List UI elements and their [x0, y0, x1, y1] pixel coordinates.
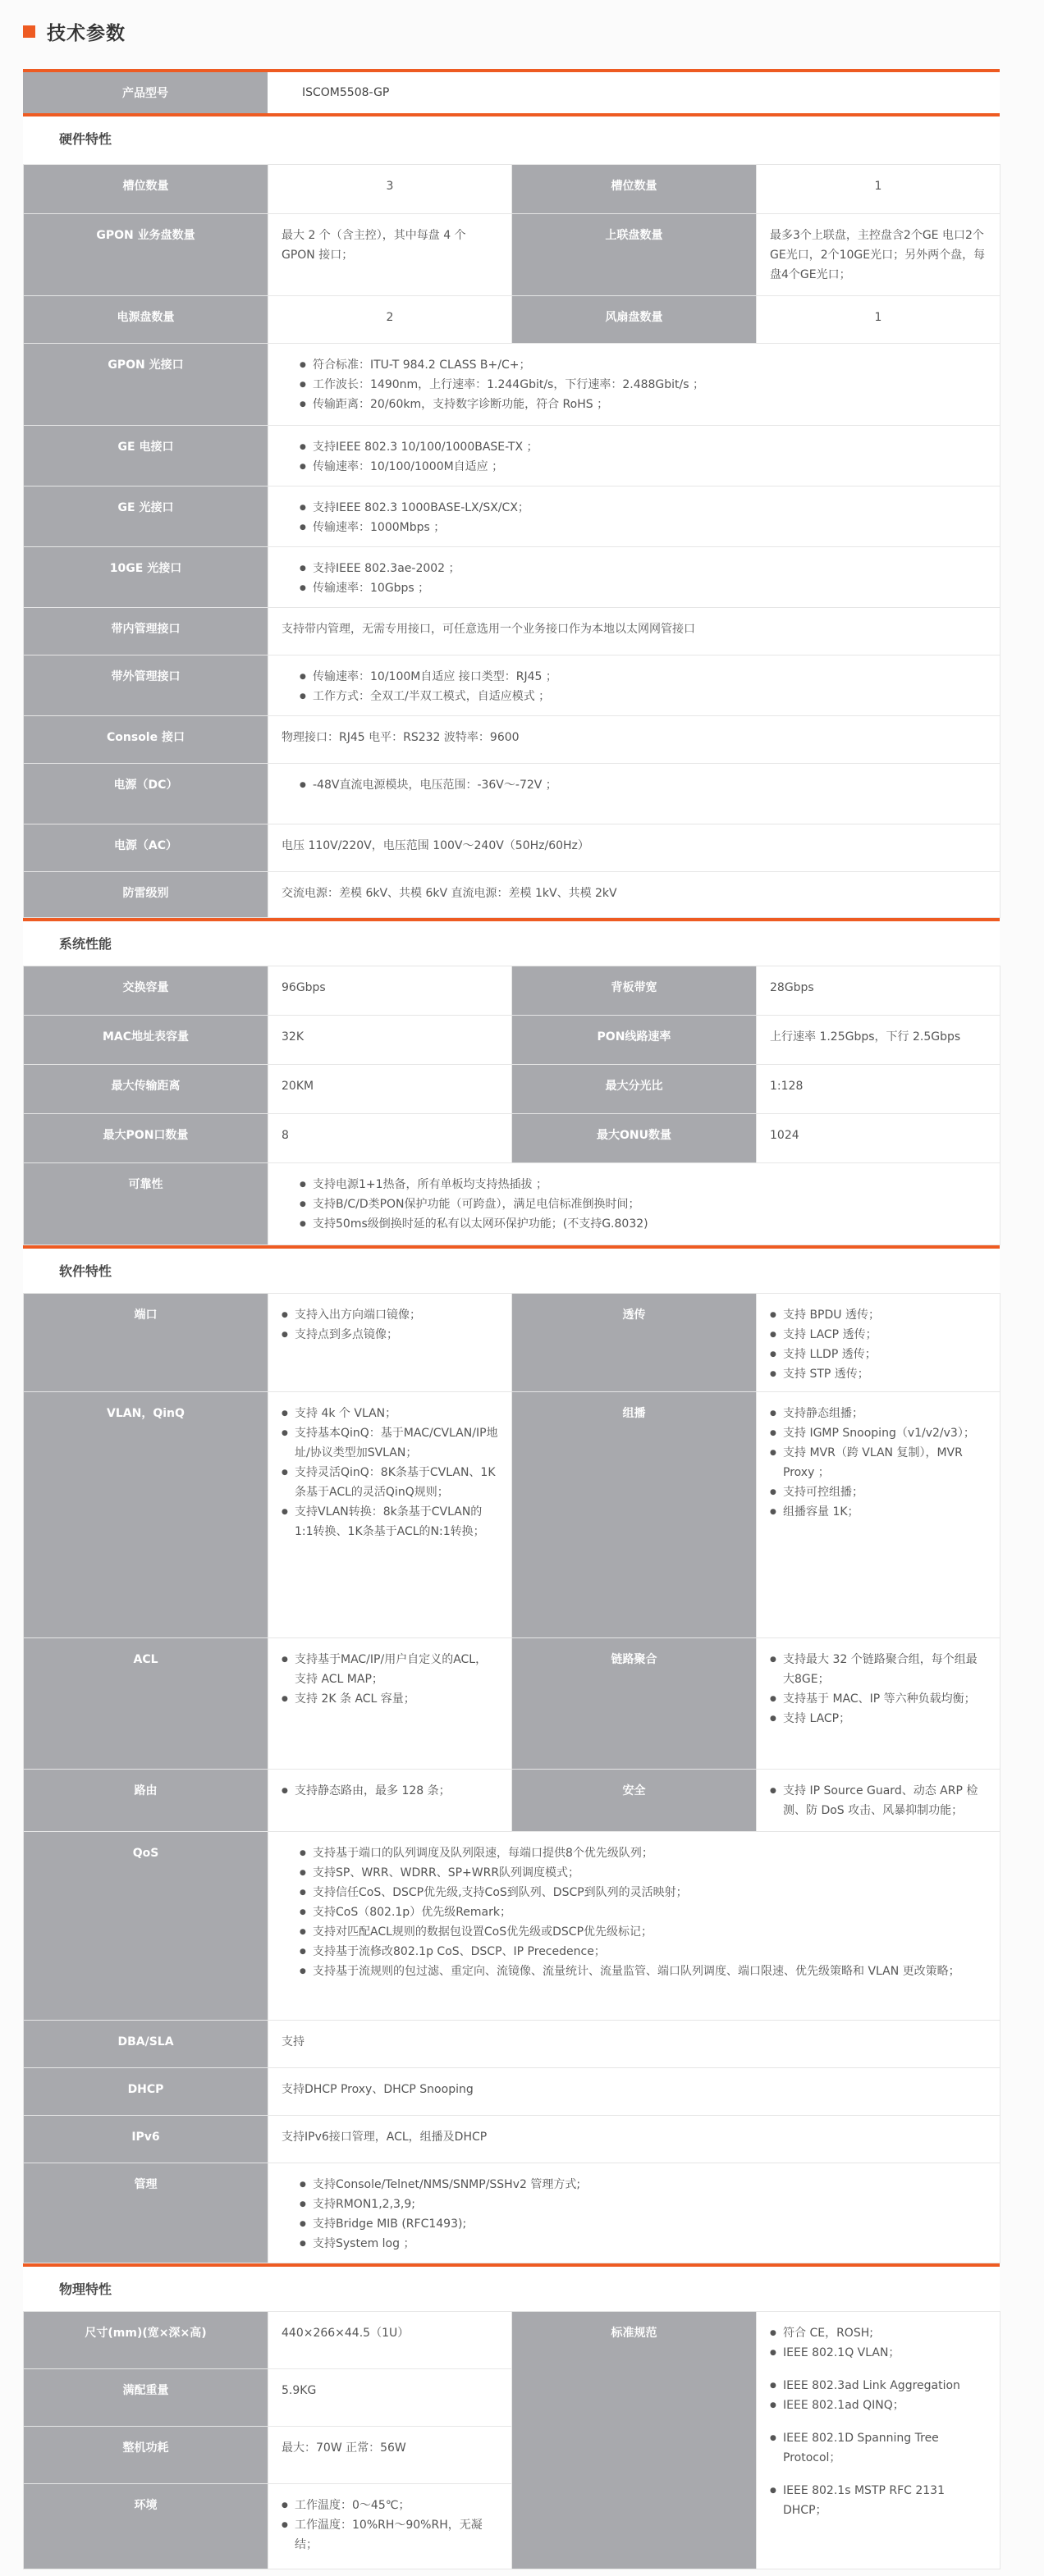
- bullet-list: [282, 1175, 987, 1234]
- cell-label: 槽位数量: [512, 165, 757, 214]
- cell-label: 透传: [512, 1294, 757, 1392]
- software-table: [23, 1293, 1000, 2263]
- list-item: ● 传输速率：10/100/1000M自适应 ；: [300, 457, 987, 477]
- list-item: ● IEEE 802.1Q VLAN；: [770, 2343, 987, 2363]
- table-row: [24, 764, 1000, 824]
- list-item: ● 支持基于MAC/IP/用户自定义的ACL，支持 ACL MAP；: [282, 1650, 498, 1689]
- cell-value: 支持IPv6接口管理，ACL，组播及DHCP: [268, 2116, 1000, 2163]
- list-item: ● 工作温度：10%RH～90%RH，无凝结；: [282, 2515, 498, 2555]
- cell-value: [757, 1638, 1000, 1770]
- table-row: [24, 824, 1000, 872]
- list-item: ● 传输距离：20/60km，支持数字诊断功能，符合 RoHS ；: [300, 395, 987, 414]
- bullet-list: [282, 2175, 987, 2254]
- list-item: ● 支持 LACP；: [770, 1709, 987, 1729]
- physical-title: 物理特性: [59, 2281, 112, 2297]
- list-item: ● 支持VLAN转换：8k条基于CVLAN的1:1转换、1K条基于ACL的N:1转换；: [282, 1502, 498, 1541]
- cell-label: 背板带宽: [512, 966, 757, 1016]
- model-value: ISCOM5508-GP: [302, 86, 390, 99]
- cell-value: [268, 1294, 512, 1392]
- table-row: [24, 608, 1000, 655]
- model-row: [23, 72, 1000, 116]
- list-item: ● 工作波长：1490nm，上行速率：1.244Gbit/s，下行速率：2.488Gbit/s ；: [300, 375, 987, 395]
- list-item: ● 支持IEEE 802.3 1000BASE-LX/SX/CX；: [300, 498, 987, 518]
- cell-label: 带内管理接口: [24, 608, 268, 655]
- model-label: 产品型号: [23, 72, 268, 113]
- list-item: ● 支持 MVR（跨 VLAN 复制），MVR Proxy ；: [770, 1443, 987, 1482]
- table-row: [24, 2068, 1000, 2116]
- list-item: ● 支持 IGMP Snooping（v1/v2/v3）；: [770, 1423, 987, 1443]
- list-item: ● 组播容量 1K；: [770, 1502, 987, 1522]
- table-row: [24, 2163, 1000, 2263]
- model-block: [23, 69, 1000, 116]
- cell-value: 最大：70W 正常：56W: [268, 2427, 512, 2484]
- list-item: ● 传输速率：10/100M自适应 接口类型：RJ45 ；: [300, 667, 987, 687]
- list-item: ● 支持System log ；: [300, 2234, 987, 2254]
- cell-value: [268, 764, 1000, 824]
- software-title: 软件特性: [59, 1263, 112, 1279]
- cell-value: 440×266×44.5（1U）: [268, 2312, 512, 2369]
- cell-label: 路由: [24, 1770, 268, 1832]
- list-item: ● 工作温度：0～45℃；: [282, 2496, 498, 2515]
- cell-value: 电压 110V/220V，电压范围 100V～240V（50Hz/60Hz）: [268, 824, 1000, 872]
- list-item: ● 支持B/C/D类PON保护功能（可跨盘），满足电信标准倒换时间；: [300, 1194, 987, 1214]
- list-item: ● 支持点到多点镜像；: [282, 1325, 498, 1345]
- system-section-header: [23, 918, 1000, 966]
- list-item: ● 支持 STP 透传；: [770, 1364, 987, 1384]
- cell-label: 最大PON口数量: [24, 1114, 268, 1163]
- software-section-header: [23, 1245, 1000, 1293]
- cell-label: DHCP: [24, 2068, 268, 2116]
- table-row: [24, 165, 1000, 214]
- table-row: [24, 1638, 1000, 1770]
- cell-value: 1:128: [757, 1065, 1000, 1114]
- list-item: ● IEEE 802.1ad QINQ；: [770, 2396, 987, 2415]
- cell-value: [268, 655, 1000, 716]
- hardware-table: [23, 164, 1000, 918]
- table-row: [24, 426, 1000, 486]
- list-item: ● IEEE 802.1s MSTP RFC 2131 DHCP；: [770, 2481, 987, 2520]
- cell-label: PON线路速率: [512, 1016, 757, 1065]
- table-row: [24, 2312, 1000, 2369]
- cell-label: 电源盘数量: [24, 296, 268, 344]
- table-row: [24, 1163, 1000, 1245]
- system-title: 系统性能: [59, 936, 112, 952]
- cell-label: IPv6: [24, 2116, 268, 2163]
- list-item: ● 工作方式：全双工/半双工模式，自适应模式 ；: [300, 687, 987, 706]
- table-row: [24, 214, 1000, 296]
- cell-value: [268, 2163, 1000, 2263]
- bullet-list: [282, 775, 987, 795]
- table-row: [24, 547, 1000, 608]
- cell-value: 1: [757, 165, 1000, 214]
- table-row: [24, 1770, 1000, 1832]
- cell-value: 1: [757, 296, 1000, 344]
- bullet-list: [282, 1305, 498, 1345]
- cell-value: [268, 2484, 512, 2569]
- cell-label: 防雷级别: [24, 872, 268, 918]
- cell-value: 8: [268, 1114, 512, 1163]
- list-item: ● 支持 IP Source Guard、动态 ARP 检 测、防 DoS 攻击、风暴抑制功能；: [770, 1781, 987, 1820]
- table-row: [24, 1016, 1000, 1065]
- cell-value: [757, 1770, 1000, 1832]
- cell-value: [757, 1392, 1000, 1638]
- list-item: ● 支持RMON1,2,3,9;: [300, 2195, 987, 2214]
- physical-section-header: [23, 2263, 1000, 2311]
- cell-label: 管理: [24, 2163, 268, 2263]
- list-item: ● 支持灵活QinQ：8K条基于CVLAN、1K条基于ACL的灵活QinQ规则；: [282, 1463, 498, 1502]
- cell-value: 交流电源：差模 6kV、共模 6kV 直流电源：差模 1kV、共模 2kV: [268, 872, 1000, 918]
- list-item: ● IEEE 802.1D Spanning Tree Protocol；: [770, 2428, 987, 2468]
- list-item: ● 支持50ms级倒换时延的私有以太网环保护功能；(不支持G.8032): [300, 1214, 987, 1234]
- table-row: [24, 1294, 1000, 1392]
- cell-label: 电源（AC）: [24, 824, 268, 872]
- cell-value: 20KM: [268, 1065, 512, 1114]
- cell-label: 满配重量: [24, 2369, 268, 2427]
- cell-label: 电源（DC）: [24, 764, 268, 824]
- list-item: ● IEEE 802.3ad Link Aggregation: [770, 2376, 987, 2396]
- list-item: ● 支持信任CoS、DSCP优先级,支持CoS到队列、DSCP到队列的灵活映射；: [300, 1883, 987, 1902]
- cell-value: [757, 2312, 1000, 2569]
- cell-value: [268, 1638, 512, 1770]
- list-item: ● 支持 4k 个 VLAN；: [282, 1404, 498, 1423]
- cell-value: 32K: [268, 1016, 512, 1065]
- cell-label: 安全: [512, 1770, 757, 1832]
- cell-value: 96Gbps: [268, 966, 512, 1016]
- cell-label: DBA/SLA: [24, 2021, 268, 2068]
- list-item: ● 支持IEEE 802.3ae-2002 ；: [300, 559, 987, 578]
- bullet-list: [282, 1843, 987, 1981]
- heading-text: 技术参数: [47, 22, 126, 44]
- list-item: ● 符合标准：ITU-T 984.2 CLASS B+/C+；: [300, 355, 987, 375]
- list-item: ● 支持 LLDP 透传；: [770, 1345, 987, 1364]
- cell-label: 端口: [24, 1294, 268, 1392]
- bullet-list: [282, 1404, 498, 1541]
- cell-label: 链路聚合: [512, 1638, 757, 1770]
- bullet-list: [282, 1781, 498, 1801]
- cell-label: QoS: [24, 1832, 268, 2021]
- cell-label: 风扇盘数量: [512, 296, 757, 344]
- list-item: ● 支持静态组播；: [770, 1404, 987, 1423]
- list-item: ● 支持Console/Telnet/NMS/SNMP/SSHv2 管理方式;: [300, 2175, 987, 2195]
- section-heading: [23, 15, 126, 48]
- list-item: ● 支持基于端口的队列调度及队列限速，每端口提供8个优先级队列；: [300, 1843, 987, 1863]
- cell-value: [268, 1832, 1000, 2021]
- list-item: ● -48V直流电源模块，电压范围：-36V～-72V ；: [300, 775, 987, 795]
- cell-value: 28Gbps: [757, 966, 1000, 1016]
- cell-label: 整机功耗: [24, 2427, 268, 2484]
- cell-label: GPON 光接口: [24, 344, 268, 426]
- table-row: [24, 872, 1000, 918]
- bullet-list: [282, 667, 987, 706]
- cell-label: 环境: [24, 2484, 268, 2569]
- list-item: ● 支持CoS（802.1p）优先级Remark；: [300, 1902, 987, 1922]
- table-row: [24, 2116, 1000, 2163]
- list-item: ● 符合 CE，ROSH;: [770, 2323, 987, 2343]
- cell-value: 1024: [757, 1114, 1000, 1163]
- cell-value: [268, 547, 1000, 608]
- cell-value: [268, 1163, 1000, 1245]
- cell-label: VLAN，QinQ: [24, 1392, 268, 1638]
- bullet-list: [770, 1404, 987, 1522]
- cell-value: 2: [268, 296, 512, 344]
- bullet-list: [282, 1650, 498, 1709]
- cell-value: [268, 426, 1000, 486]
- cell-value: [757, 1294, 1000, 1392]
- list-item: ● 支持IEEE 802.3 10/100/1000BASE-TX ；: [300, 437, 987, 457]
- cell-label: 交换容量: [24, 966, 268, 1016]
- list-item: ● 传输速率：1000Mbps ；: [300, 518, 987, 537]
- bullet-list: [770, 1781, 987, 1820]
- cell-value: 物理接口：RJ45 电平：RS232 波特率：9600: [268, 716, 1000, 764]
- cell-value: 支持带内管理，无需专用接口，可任意选用一个业务接口作为本地以太网网管接口: [268, 608, 1000, 655]
- cell-value: 上行速率 1.25Gbps，下行 2.5Gbps: [757, 1016, 1000, 1065]
- bullet-list: [770, 1650, 987, 1729]
- table-row: [24, 344, 1000, 426]
- cell-label: 最大ONU数量: [512, 1114, 757, 1163]
- list-item: ● 传输速率：10Gbps ；: [300, 578, 987, 598]
- cell-value: 5.9KG: [268, 2369, 512, 2427]
- cell-label: 上联盘数量: [512, 214, 757, 296]
- cell-value: [268, 1392, 512, 1638]
- table-row: [24, 1114, 1000, 1163]
- bullet-list: [282, 2496, 498, 2555]
- list-item: ● 支持基于流修改802.1p CoS、DSCP、IP Precedence；: [300, 1942, 987, 1962]
- list-item: ● 支持基于 MAC、IP 等六种负载均衡；: [770, 1689, 987, 1709]
- list-item: ● 支持基本QinQ：基于MAC/CVLAN/IP地址/协议类型加SVLAN；: [282, 1423, 498, 1463]
- table-row: [24, 655, 1000, 716]
- cell-label: 带外管理接口: [24, 655, 268, 716]
- table-row: [24, 1065, 1000, 1114]
- cell-value: 支持: [268, 2021, 1000, 2068]
- physical-table: [23, 2311, 1000, 2569]
- bullet-list: [770, 2323, 987, 2520]
- table-row: [24, 1832, 1000, 2021]
- cell-value: [268, 486, 1000, 547]
- hardware-title: 硬件特性: [59, 131, 112, 147]
- hardware-section-header: [23, 116, 1000, 164]
- cell-value: 支持DHCP Proxy、DHCP Snooping: [268, 2068, 1000, 2116]
- table-row: [24, 716, 1000, 764]
- cell-label: MAC地址表容量: [24, 1016, 268, 1065]
- cell-label: 10GE 光接口: [24, 547, 268, 608]
- list-item: ● 支持Bridge MIB (RFC1493);: [300, 2214, 987, 2234]
- spec-table: [23, 69, 1000, 2569]
- list-item: ● 支持基于流规则的包过滤、重定向、流镜像、流量统计、流量监管、端口队列调度、端口限速、优先级策略和 VLAN 更改策略；: [300, 1962, 987, 1981]
- cell-label: 最大分光比: [512, 1065, 757, 1114]
- cell-label: GE 光接口: [24, 486, 268, 547]
- list-item: ● 支持 2K 条 ACL 容量；: [282, 1689, 498, 1709]
- cell-label: 尺寸(mm)(宽×深×高): [24, 2312, 268, 2369]
- orange-square-icon: [23, 25, 35, 38]
- cell-value: 最多3个上联盘，主控盘含2个GE 电口2个GE光口，2个10GE光口；另外两个盘，每盘4个GE光口；: [757, 214, 1000, 296]
- list-item: ● 支持可控组播；: [770, 1482, 987, 1502]
- cell-label: 槽位数量: [24, 165, 268, 214]
- cell-value: 最大 2 个（含主控），其中每盘 4 个 GPON 接口；: [268, 214, 512, 296]
- list-item: ● 支持入出方向端口镜像；: [282, 1305, 498, 1325]
- cell-label: GPON 业务盘数量: [24, 214, 268, 296]
- table-row: [24, 296, 1000, 344]
- cell-label: 标准规范: [512, 2312, 757, 2569]
- cell-value: 3: [268, 165, 512, 214]
- list-item: ● 支持 LACP 透传；: [770, 1325, 987, 1345]
- cell-label: ACL: [24, 1638, 268, 1770]
- list-item: ● 支持SP、WRR、WDRR、SP+WRR队列调度模式；: [300, 1863, 987, 1883]
- cell-label: GE 电接口: [24, 426, 268, 486]
- bullet-list: [282, 498, 987, 537]
- cell-label: 最大传输距离: [24, 1065, 268, 1114]
- bullet-list: [282, 559, 987, 598]
- table-row: [24, 966, 1000, 1016]
- cell-label: Console 接口: [24, 716, 268, 764]
- list-item: ● 支持静态路由，最多 128 条；: [282, 1781, 498, 1801]
- table-row: [24, 2021, 1000, 2068]
- table-row: [24, 486, 1000, 547]
- list-item: ● 支持最大 32 个链路聚合组，每个组最大8GE；: [770, 1650, 987, 1689]
- cell-label: 可靠性: [24, 1163, 268, 1245]
- list-item: ● 支持电源1+1热备，所有单板均支持热插拔 ；: [300, 1175, 987, 1194]
- bullet-list: [770, 1305, 987, 1384]
- cell-value: [268, 344, 1000, 426]
- list-item: ● 支持对匹配ACL规则的数据包设置CoS优先级或DSCP优先级标记；: [300, 1922, 987, 1942]
- list-item: ● 支持 BPDU 透传；: [770, 1305, 987, 1325]
- cell-label: 组播: [512, 1392, 757, 1638]
- cell-value: [268, 1770, 512, 1832]
- bullet-list: [282, 437, 987, 477]
- system-table: [23, 966, 1000, 1245]
- table-row: [24, 1392, 1000, 1638]
- bullet-list: [282, 355, 987, 414]
